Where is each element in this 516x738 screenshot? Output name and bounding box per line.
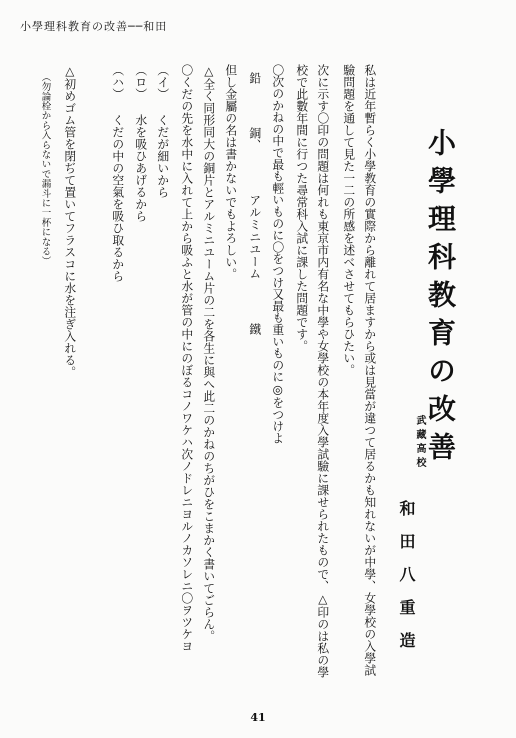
choice-item: （ハ） くだの中の空氣を吸ひ取るから [110, 64, 125, 283]
metal-item: 鉛 [247, 72, 262, 85]
running-header: 小學理科教育の改善──和田 [20, 20, 168, 33]
page-number: 41 [250, 711, 266, 724]
body-line: 私は近年暫らく小學教育の實際から離れて居ますから或は見當が違つて居るかも知れないが中學、女學校の入學試 [362, 64, 377, 676]
choice-item: （イ） くだが細いから [155, 64, 170, 199]
body-line: △初めゴム管を閉ぢて置いてフラスコに水を注ぎ入れる。 [62, 64, 77, 379]
body-note: （勿論栓から入らないで漏斗に一杯になる） [39, 72, 51, 266]
body-line: 驗問題を通して見た一二の所感を述べさせてもらひたい。 [341, 64, 356, 376]
author-name: 和田八重造 [397, 500, 416, 665]
body-line: 〇くだの先を水中に入れて上から吸ふと水が管の中にのぼるコノワケハ次ノドレニヨルノカソレニ〇ヲツケヨ [179, 64, 194, 652]
author-school: 武藏高校 [414, 415, 425, 471]
choice-item: （ロ） 水を吸ひあげるから [133, 64, 148, 223]
body-line: 次に示す〇印の問題は何れも東京市内有名な中學や女學校の本年度入學試驗に課せられたもので、△印のは私の學 [315, 64, 330, 679]
body-line: 校で此數年間に行つた尋常科入試に課した問題です。 [294, 64, 309, 352]
body-line: 〇次のかねの中で最も輕いものに〇をつけ又最も重いものに◎をつけよ [270, 64, 285, 444]
metal-item: 鐵 [247, 322, 262, 335]
body-line: △全く同形同大の銅片とアルミニユーム片の二を各生に與へ此二のかねのちがひをこまかく書いてごらん。 [201, 64, 216, 643]
metal-item: 銅、 [247, 126, 262, 152]
article-title: 小學理科教育の改善 [424, 128, 457, 470]
metal-item: アルミニユーム [247, 193, 262, 281]
metals-list [248, 72, 260, 363]
body-line: 但し金屬の名は書かないでもよろしい。 [223, 64, 238, 280]
